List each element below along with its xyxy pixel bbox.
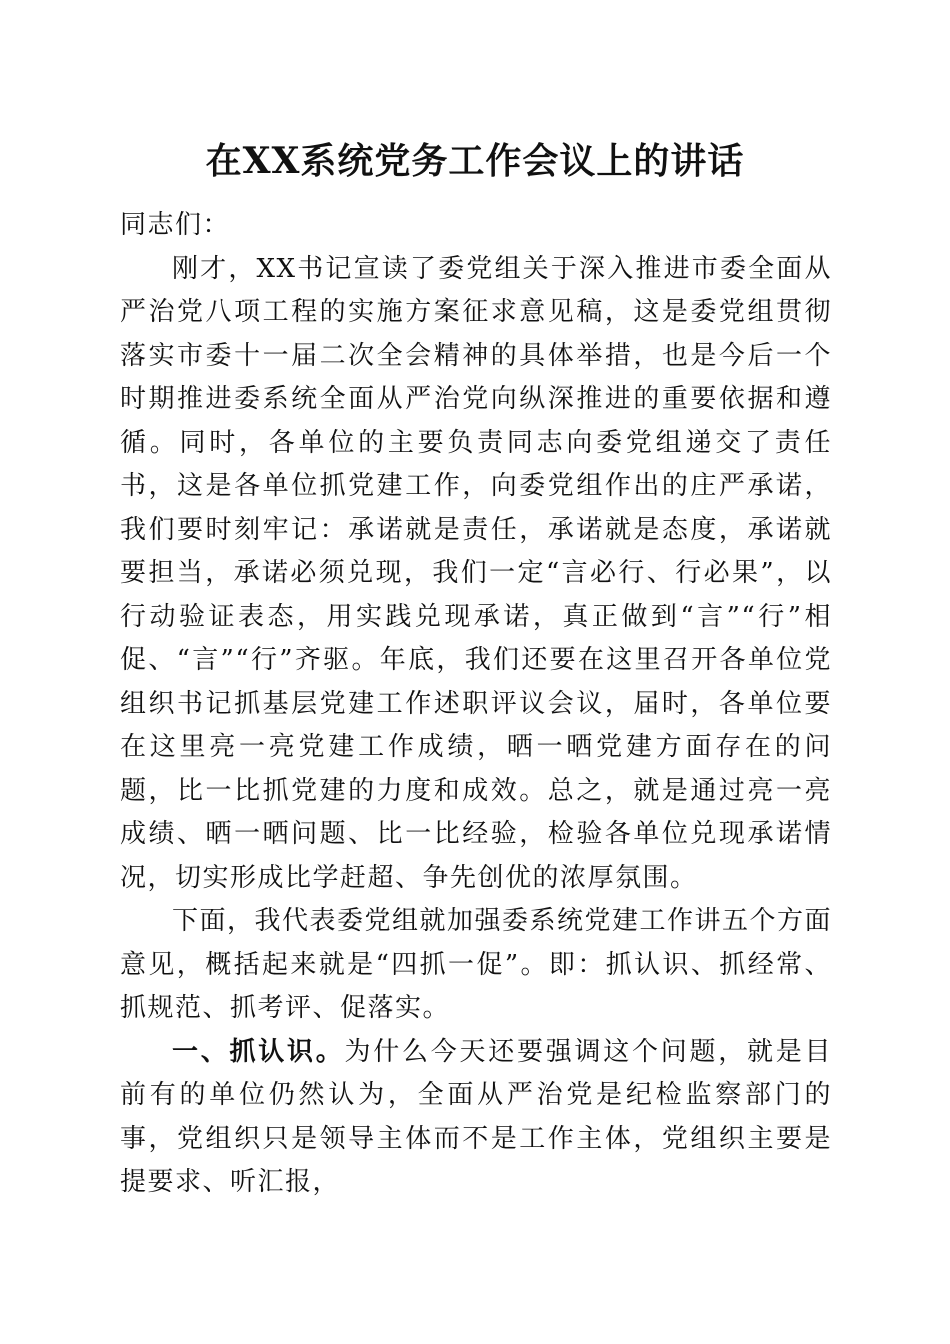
paragraph-overview: 下面，我代表委党组就加强委系统党建工作讲五个方面意见，概括起来就是“四抓一促”。即：抓认识、抓经常、抓规范、抓考评、促落实。 (120, 906, 833, 1023)
section-one-text: 为什么今天还要强调这个问题，就是目前有的单位仍然认为，全面从严治党是纪检监察部门的事，党组织只是领导主体而不是工作主体，党组织主要是提要求、听汇报， (120, 1036, 832, 1197)
section-one-heading: 一、抓认识。 (172, 1036, 345, 1067)
salutation: 同志们： (120, 210, 231, 240)
document-title: 在XX系统党务工作会议上的讲话 (205, 140, 745, 182)
document-body (120, 204, 832, 1205)
section-one-paragraph (120, 1031, 832, 1205)
paragraph-opening: 刚才，XX书记宣读了委党组关于深入推进市委全面从严治党八项工程的实施方案征求意见稿，这是委党组贯彻落实市委十一届二次全会精神的具体举措，也是今后一个时期推进委系统全面从严治党向纵深推进的重要依据和遵循。同时，各单位的主要负责同志向委党组递交了责任书，这是各单位抓党建工作，向委党组作出的庄严承诺，我们要时刻牢记：承诺就是责任，承诺就是态度，承诺就要担当，承诺必须兑现，我们一定“言必行、行必果”，以行动验证表态，用实践兑现承诺，真正做到“言”“行”相促、“言”“行”齐驱。年底，我们还要在这里召开各单位党组织书记抓基层党建工作述职评议会议，届时，各单位要在这里亮一亮党建工作成绩，晒一晒党建方面存在的问题，比一比抓党建的力度和成效。总之，就是通过亮一亮成绩、晒一晒问题、比一比经验，检验各单位兑现承诺情况，切实形成比学赶超、争先创优的浓厚氛围。 (120, 253, 832, 893)
